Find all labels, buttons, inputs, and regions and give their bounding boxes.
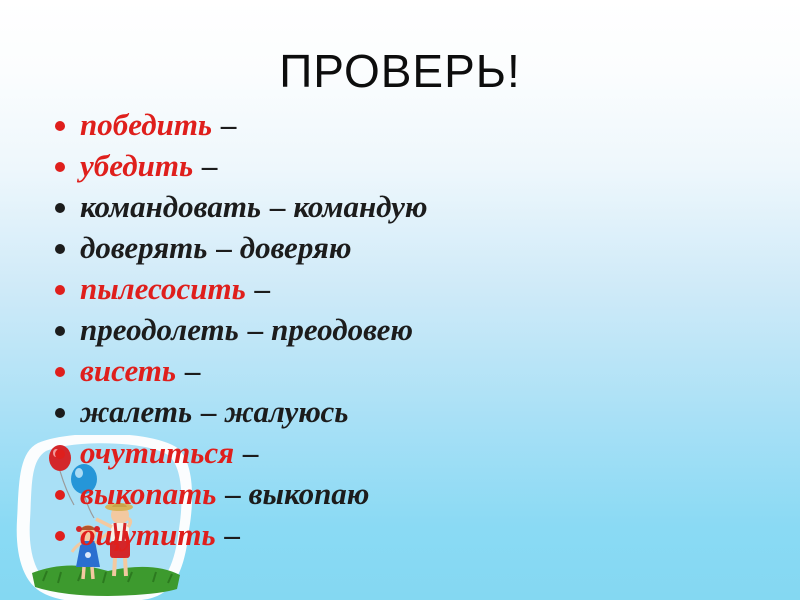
bullet-dot <box>55 285 65 295</box>
bullet-dot <box>55 326 65 336</box>
verb-word: победить <box>80 107 213 142</box>
verb-word: ощутить <box>80 517 216 552</box>
verb-word: пылесосить <box>80 271 246 306</box>
verb-answer: – <box>202 148 218 183</box>
verb-answer: – <box>243 435 259 470</box>
bullet-dot <box>55 121 65 131</box>
verb-list-item <box>0 186 428 227</box>
verb-list-item <box>0 145 428 186</box>
verb-list-item <box>0 350 428 391</box>
verb-answer: – <box>224 517 241 552</box>
bullet-dot <box>55 203 65 213</box>
verb-list-item <box>0 227 428 268</box>
bullet-dot <box>55 408 65 418</box>
verb-answer: – преодовею <box>247 312 414 347</box>
verb-answer: – <box>254 271 271 306</box>
bullet-dot <box>55 162 65 172</box>
verb-word: доверять <box>80 230 208 265</box>
verb-word: убедить <box>80 148 194 183</box>
verb-word: преодолеть <box>80 312 239 347</box>
verb-answer: – <box>221 107 237 142</box>
verb-list-item <box>0 268 428 309</box>
slide-title: ПРОВЕРЬ! <box>279 45 521 97</box>
verb-list-item <box>0 104 428 145</box>
bullet-dot <box>55 449 65 459</box>
verb-list-item <box>0 309 428 350</box>
verb-list-item <box>0 432 428 473</box>
verb-answer: – доверяю <box>216 230 352 265</box>
verb-answer: – <box>185 353 201 388</box>
verb-word: жалеть <box>80 394 193 429</box>
verb-list-item <box>0 391 428 432</box>
verb-list <box>0 104 428 555</box>
bullet-dot <box>55 244 65 254</box>
verb-answer: – жалуюсь <box>201 394 349 429</box>
verb-answer: – выкопаю <box>225 476 370 511</box>
verb-list-item <box>0 514 428 555</box>
bullet-dot <box>55 490 65 500</box>
bullet-dot <box>55 367 65 377</box>
bullet-dot <box>55 531 65 541</box>
verb-word: висеть <box>80 353 177 388</box>
verb-word: командовать <box>80 189 262 224</box>
verb-list-item <box>0 473 428 514</box>
verb-word: выкопать <box>80 476 217 511</box>
verb-word: очутиться <box>80 435 235 470</box>
verb-answer: – командую <box>270 189 428 224</box>
